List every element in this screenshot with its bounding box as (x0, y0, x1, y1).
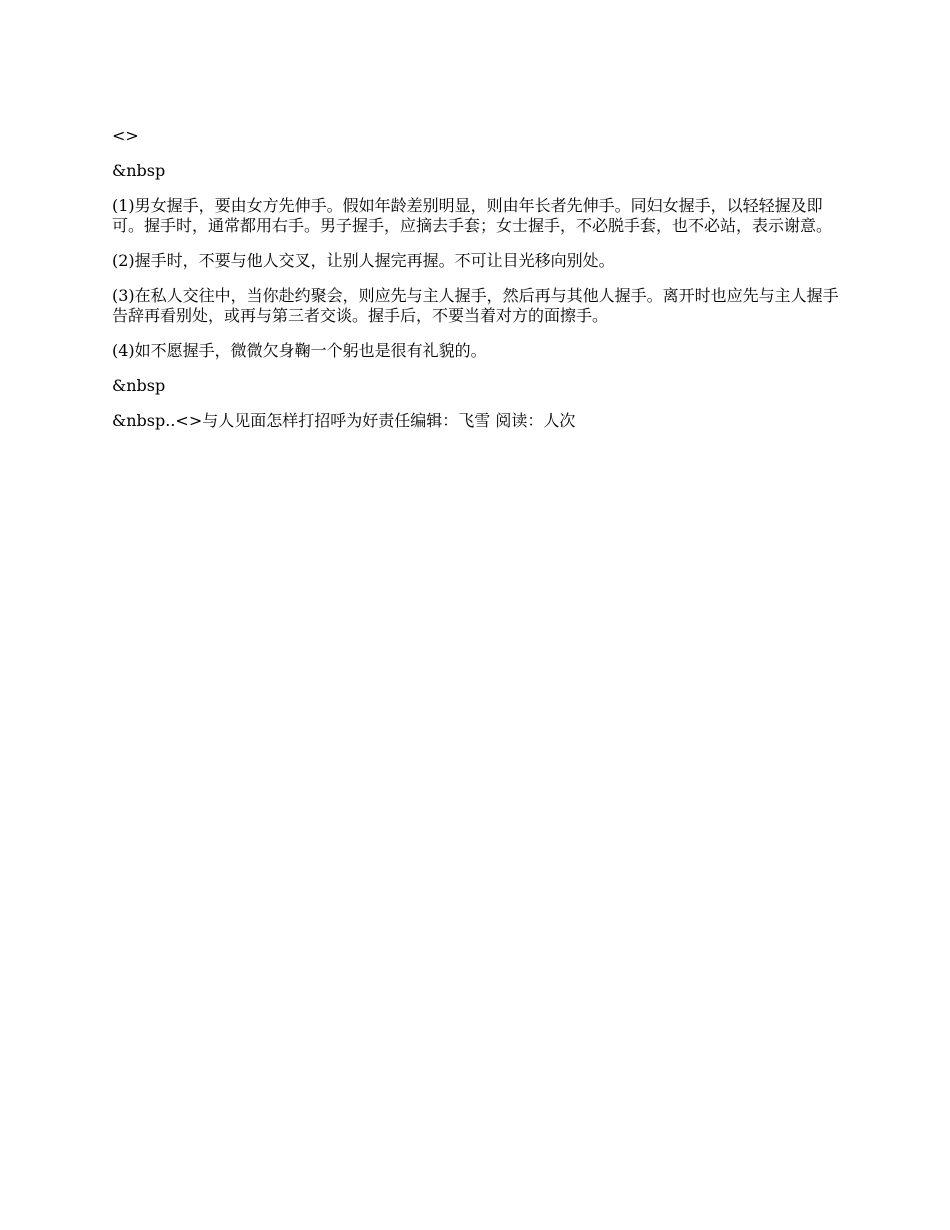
document-body (112, 126, 842, 446)
paragraph-rule-4: (4)如不愿握手，微微欠身鞠一个躬也是很有礼貌的。 (112, 341, 487, 360)
paragraph-rule-3: (3)在私人交往中，当你赴约聚会，则应先与主人握手，然后再与其他人握手。离开时也应先与主人握手告辞再看别处，或再与第三者交谈。握手后，不要当着对方的面擦手。 (112, 286, 839, 325)
paragraph-nbsp-2: &nbsp (112, 376, 166, 395)
paragraph-footer-credit: &nbsp..<>与人见面怎样打招呼为好责任编辑：飞雪 阅读：人次 (112, 411, 576, 430)
paragraph-placeholder-brackets: <> (112, 126, 139, 145)
paragraph-nbsp-1: &nbsp (112, 161, 166, 180)
paragraph-rule-1: (1)男女握手，要由女方先伸手。假如年龄差别明显，则由年长者先伸手。同妇女握手，以轻轻握及即可。握手时，通常都用右手。男子握手，应摘去手套；女士握手，不必脱手套，也不必站，表示谢意。 (112, 196, 833, 235)
paragraph-rule-2: (2)握手时，不要与他人交叉，让别人握完再握。不可让目光移向别处。 (112, 251, 615, 270)
